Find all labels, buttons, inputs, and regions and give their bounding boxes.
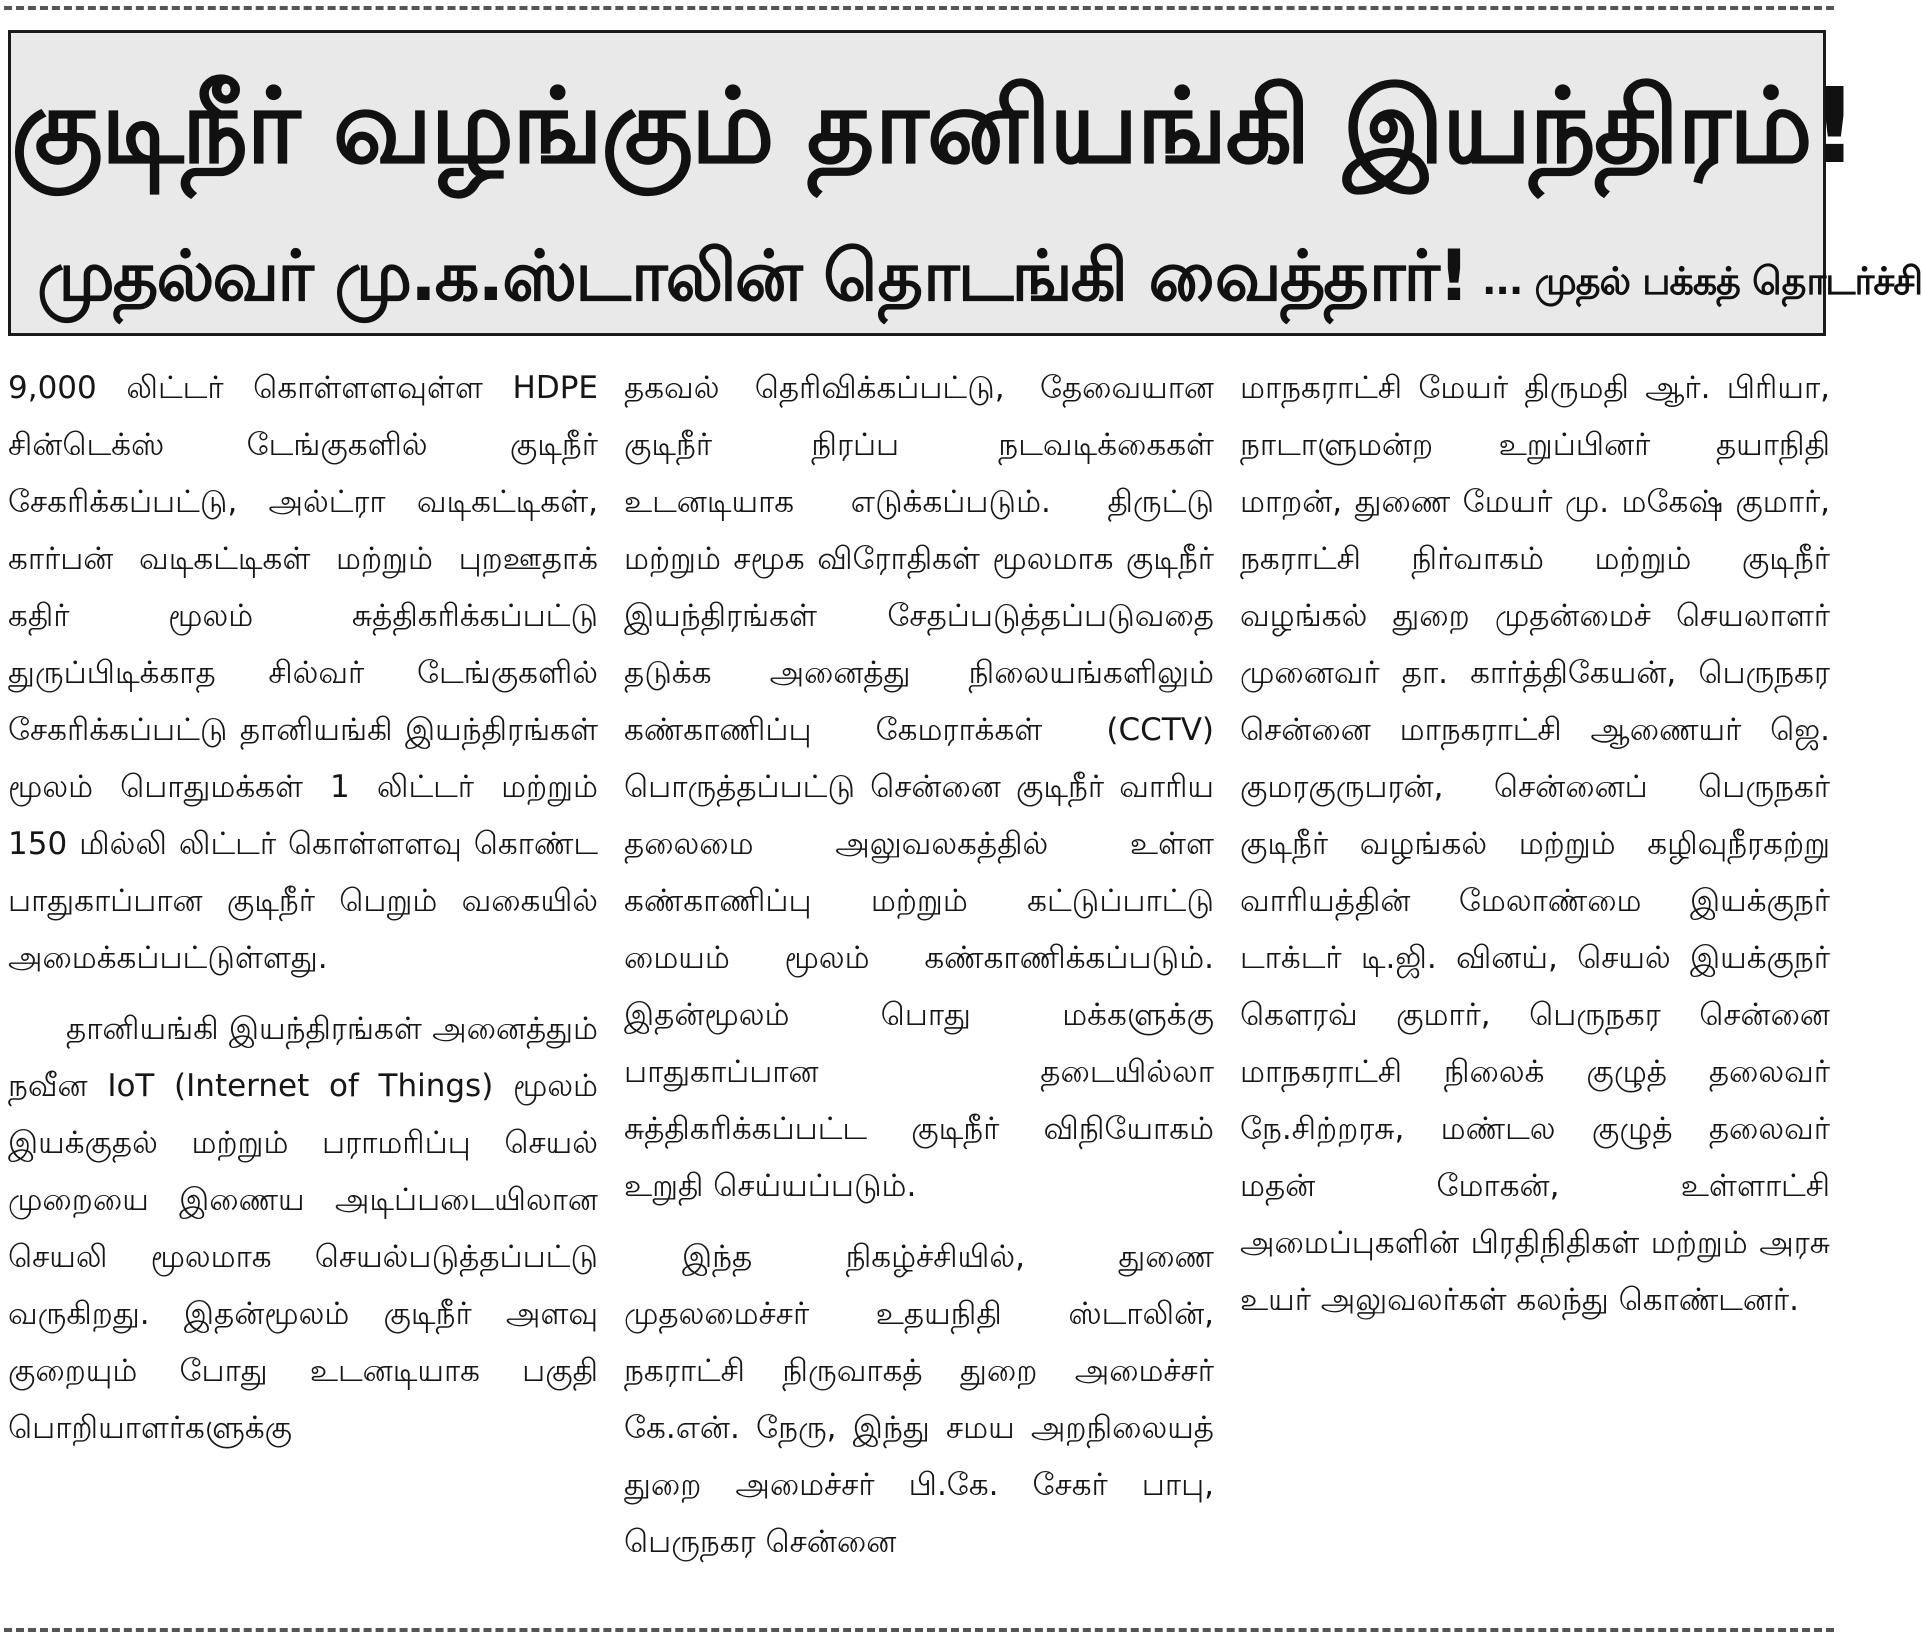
subheadline-row (37, 235, 1922, 326)
article-body (8, 360, 1830, 1600)
headline: குடிநீர் வழங்கும் தானியங்கி இயந்திரம்! (11, 65, 1857, 187)
paragraph: தானியங்கி இயந்திரங்கள் அனைத்தும் நவீன IoT (Internet of Things) மூலம் இயக்குதல் மற்றும் பராமரிப்பு செயல் முறையை இணைய அடிப்படையிலான செயலி மூலமாக செயல்படுத்தப்பட்டு வருகிறது. இதன்மூலம் குடிநீர் அளவு குறையும் போது உடனடியாக பகுதி பொறியாளர்களுக்கு (8, 1011, 598, 1446)
top-dashed-rule (4, 6, 1834, 10)
article-column-3 (1240, 360, 1830, 1600)
paragraph: 9,000 லிட்டர் கொள்ளளவுள்ள HDPE சின்டெக்ஸ் டேங்குகளில் குடிநீர் சேகரிக்கப்பட்டு, அல்ட்ரா வடிகட்டிகள், கார்பன் வடிகட்டிகள் மற்றும் புறஊதாக் கதிர் மூலம் சுத்திகரிக்கப்பட்டு துருப்பிடிக்காத சில்வர் டேங்குகளில் சேகரிக்கப்பட்டு தானியங்கி இயந்திரங்கள் மூலம் பொதுமக்கள் 1 லிட்டர் மற்றும் 150 மில்லி லிட்டர் கொள்ளளவு கொண்ட பாதுகாப்பான குடிநீர் பெறும் வகையில் அமைக்கப்பட்டுள்ளது. (8, 370, 598, 976)
paragraph: மாநகராட்சி மேயர் திருமதி ஆர். பிரியா, நாடாளுமன்ற உறுப்பினர் தயாநிதி மாறன், துணை மேயர் மு. மகேஷ் குமார், நகராட்சி நிர்வாகம் மற்றும் குடிநீர் வழங்கல் துறை முதன்மைச் செயலாளர் முனைவர் தா. கார்த்திகேயன், பெருநகர சென்னை மாநகராட்சி ஆணையர் ஜெ. குமரகுருபரன், சென்னைப் பெருநகர் குடிநீர் வழங்கல் மற்றும் கழிவுநீரகற்று வாரியத்தின் மேலாண்மை இயக்குநர் டாக்டர் டி.ஜி. வினய், செயல் இயக்குநர் கௌரவ் குமார், பெருநகர சென்னை மாநகராட்சி நிலைக் குழுத் தலைவர் நே.சிற்றரசு, மண்டல குழுத் தலைவர் மதன் மோகன், உள்ளாட்சி அமைப்புகளின் பிரதிநிதிகள் மற்றும் அரசு உயர் அலுவலர்கள் கலந்து கொண்டனர். (1240, 370, 1830, 1318)
bottom-dashed-rule (4, 1628, 1834, 1632)
subheadline: முதல்வர் மு.க.ஸ்டாலின் தொடங்கி வைத்தார்! (37, 235, 1468, 317)
continued-label: ... முதல் பக்கத் தொடர்ச்சி (1481, 259, 1922, 303)
article-column-2 (624, 360, 1214, 1600)
paragraph: இந்த நிகழ்ச்சியில், துணை முதலமைச்சர் உதயநிதி ஸ்டாலின், நகராட்சி நிருவாகத் துறை அமைச்சர் கே.என். நேரு, இந்து சமய அறநிலையத் துறை அமைச்சர் பி.கே. சேகர் பாபு, பெருநகர சென்னை (624, 1239, 1214, 1560)
headline-box (8, 30, 1922, 336)
article-column-1 (8, 360, 598, 1600)
paragraph: தகவல் தெரிவிக்கப்பட்டு, தேவையான குடிநீர் நிரப்ப நடவடிக்கைகள் உடனடியாக எடுக்கப்படும். திருட்டு மற்றும் சமூக விரோதிகள் மூலமாக குடிநீர் இயந்திரங்கள் சேதப்படுத்தப்படுவதை தடுக்க அனைத்து நிலையங்களிலும் கண்காணிப்பு கேமராக்கள் (CCTV) பொருத்தப்பட்டு சென்னை குடிநீர் வாரிய தலைமை அலுவலகத்தில் உள்ள கண்காணிப்பு மற்றும் கட்டுப்பாட்டு மையம் மூலம் கண்காணிக்கப்படும். இதன்மூலம் பொது மக்களுக்கு பாதுகாப்பான தடையில்லா சுத்திகரிக்கப்பட்ட குடிநீர் விநியோகம் உறுதி செய்யப்படும். (624, 370, 1214, 1204)
